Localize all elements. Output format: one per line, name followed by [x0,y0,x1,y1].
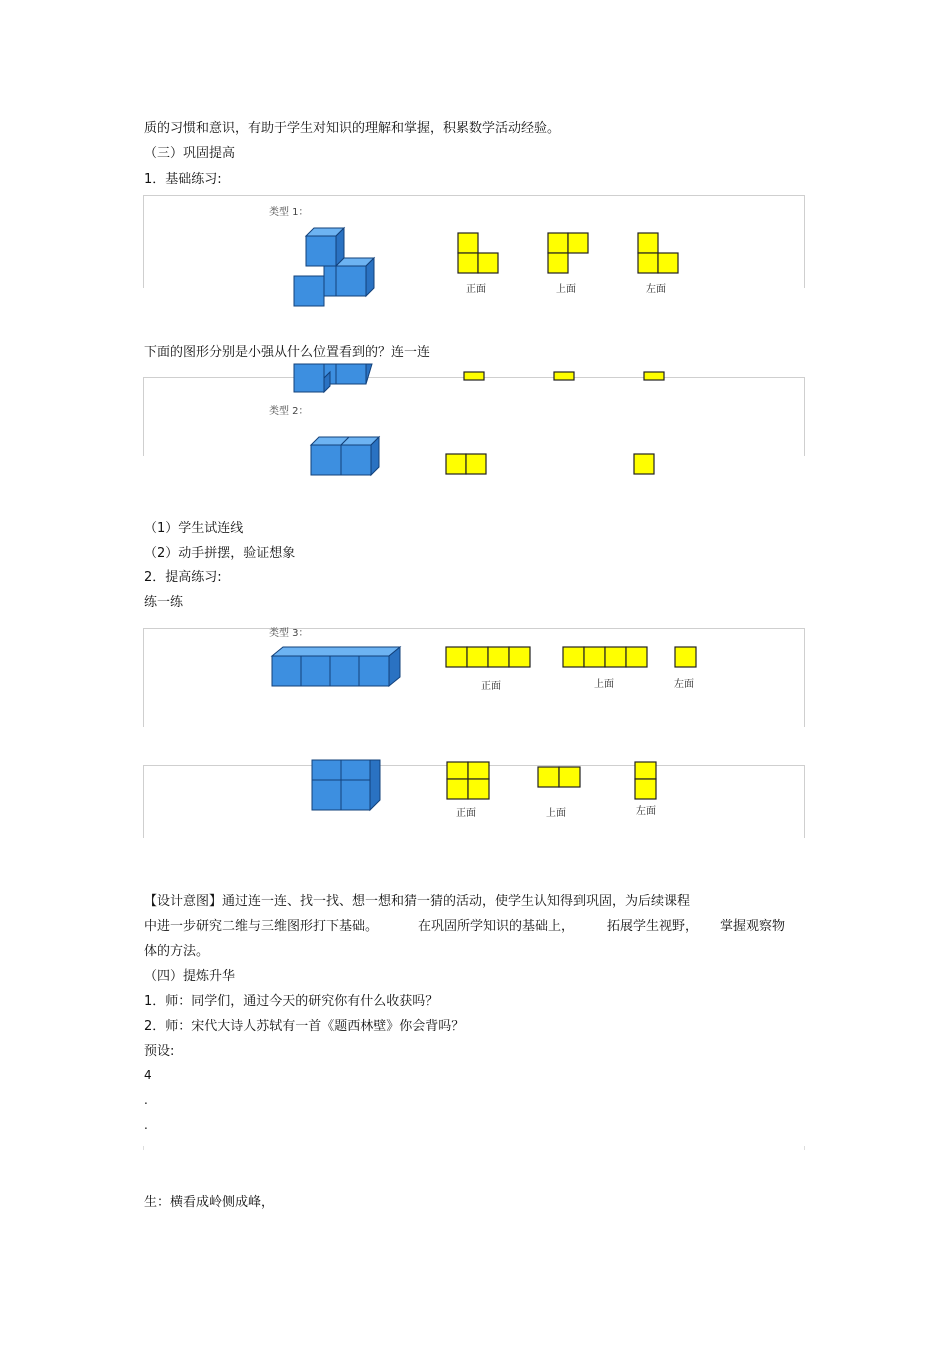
design-intent-line3: 体的方法。 [144,944,210,959]
figure-type2-label: 类型 2： [269,406,309,417]
practice-label: 练一练 [144,595,184,610]
top-label-type4: 上面 [546,808,566,819]
left-view-type2-top [634,454,654,474]
figure-type2 [144,378,804,456]
figure-type2-frame [143,377,805,456]
student-answer: 生：横看成岭侧成峰， [144,1195,275,1210]
figure-type1-label: 类型 1： [269,207,309,218]
step-1: （1）学生试连线 [144,521,244,536]
left-label-type4: 左面 [636,806,656,817]
front-view-type4 [447,762,489,799]
design-intent-line2-d: 掌握观察物 [720,919,786,934]
cube-stack-type1 [294,228,374,306]
top-view-type3 [563,647,647,667]
top-view-type4 [538,767,580,787]
figure-type4 [144,766,804,838]
exercise-2-heading: 2．提高练习: [144,570,222,585]
cube-row-type3 [272,647,400,686]
figure-type1 [144,196,804,295]
figure-type4-frame [143,765,805,838]
left-label-type1: 左面 [646,284,666,295]
cube-stack-type4 [312,760,380,810]
exercise-1-heading: 1．基础练习: [144,172,222,187]
design-intent-line2-b: 在巩固所学知识的基础上， [418,919,575,934]
front-label-type4: 正面 [456,808,476,819]
design-intent-line1: 【设计意图】通过连一连、找一找、想一想和猜一猜的活动，使学生认知得到巩固，为后续课程 [144,894,691,909]
preset-label: 预设: [144,1044,175,1059]
figure-type1-frame [143,195,805,295]
left-view-type4 [635,762,656,799]
separator-dot-2: . [144,1118,148,1132]
figure-type3-label: 类型 3： [269,628,309,639]
cube-stack-type2 [311,437,379,475]
design-intent-line2-a: 中进一步研究二维与三维图形打下基础。 [144,919,379,934]
top-view-type1-clip [554,372,574,380]
top-label-type3: 上面 [594,679,614,690]
front-label-type1: 正面 [466,284,486,295]
figure-type3 [144,629,804,727]
left-label-type3: 左面 [674,679,694,690]
left-view-type1-clip [644,372,664,380]
paragraph-continued: 质的习惯和意识，有助于学生对知识的理解和掌握，积累数学活动经验。 [144,121,561,136]
front-view-type1-clip [464,372,484,380]
page-break-mark [143,1146,805,1150]
separator-dot-1: . [144,1093,148,1107]
left-view-type3 [675,647,696,667]
top-label-type1: 上面 [556,284,576,295]
step-2: （2）动手拼摆，验证想象 [144,546,296,561]
connect-question: 下面的图形分别是小强从什么位置看到的？连一连 [144,345,431,360]
front-label-type3: 正面 [481,681,501,692]
front-view-type2-top [446,454,466,474]
front-view-type3 [446,647,530,667]
cube-stack-type1-continued [294,364,372,392]
left-view-type1 [638,233,678,273]
top-view-type1 [548,233,588,273]
design-intent-line2 [144,918,785,936]
question-2: 2．师：宋代大诗人苏轼有一首《题西林壁》你会背吗？ [144,1019,465,1034]
front-view-type2-top-right [466,454,486,474]
design-intent-line2-c: 拓展学生视野， [607,919,699,934]
front-view-type1 [458,233,498,273]
section-heading-4: （四）提炼升华 [144,969,236,984]
question-1: 1．师：同学们，通过今天的研究你有什么收获吗？ [144,994,439,1009]
page-number: 4 [144,1068,152,1082]
section-heading-3: （三）巩固提高 [144,146,236,161]
figure-type3-frame [143,628,805,727]
